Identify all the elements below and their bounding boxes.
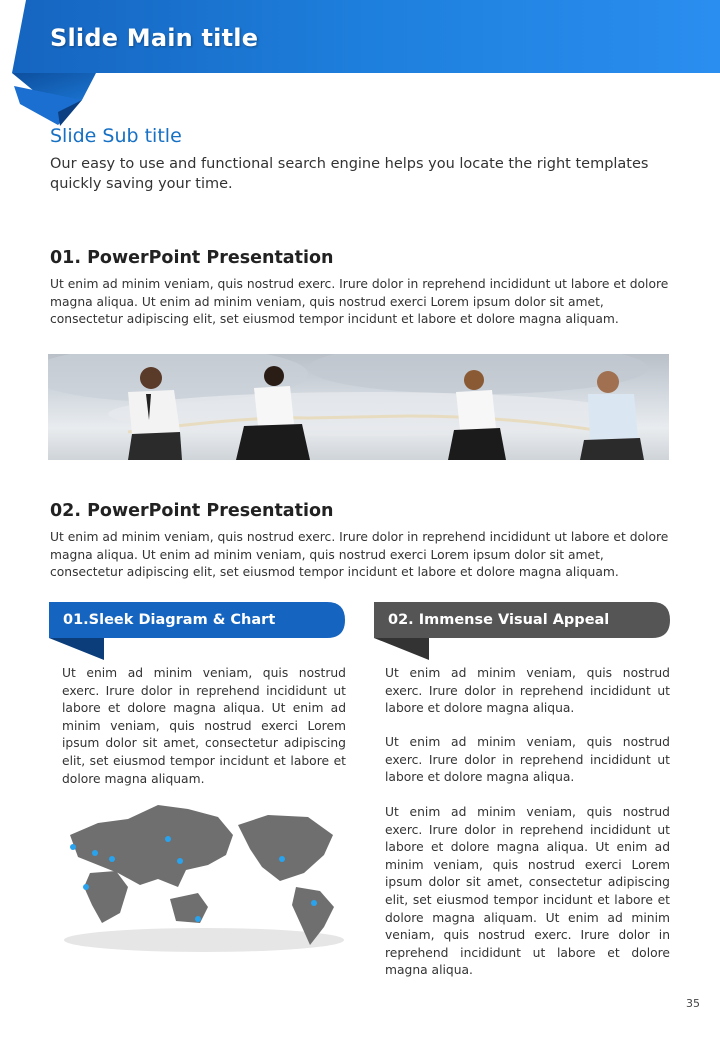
- right-column-paragraph-1: Ut enim ad minim veniam, quis nostrud exerc. Irure dolor in reprehend incididunt ut labore et dolore magna aliqua.: [385, 666, 670, 716]
- sub-title: Slide Sub title: [50, 125, 182, 147]
- right-column-paragraph-2: Ut enim ad minim veniam, quis nostrud exerc. Irure dolor in reprehend incididunt ut labore et dolore magna aliqua.: [385, 735, 670, 785]
- tug-of-war-photo: [48, 354, 669, 460]
- intro-text: Our easy to use and functional search engine helps you locate the right templates quickly saving your time.: [50, 156, 649, 192]
- section-1-body: Ut enim ad minim veniam, quis nostrud exerc. Irure dolor in reprehend incididunt ut labore et dolore magna aliqua. Ut enim ad minim veniam, quis nostrud exerci Lorem ipsum dolor sit amet, consectetur adipiscing elit, set eiusmod tempor incidunt et labore et dolore magna aliquam.: [50, 277, 669, 327]
- tab-label-left: 01.Sleek Diagram & Chart: [63, 612, 276, 628]
- page-title: Slide Main title: [50, 24, 259, 52]
- page-number: 35: [686, 997, 700, 1010]
- section-2-body: Ut enim ad minim veniam, quis nostrud exerc. Irure dolor in reprehend incididunt ut labore et dolore magna aliqua. Ut enim ad minim veniam, quis nostrud exerci Lorem ipsum dolor sit amet, consectetur adipiscing elit, set eiusmod tempor incidunt et labore et dolore magna aliquam.: [50, 530, 669, 580]
- tab-label-right: 02. Immense Visual Appeal: [388, 612, 610, 628]
- right-column-paragraph-3: Ut enim ad minim veniam, quis nostrud exerc. Irure dolor in reprehend incididunt ut labore et dolore magna aliqua. Ut enim ad minim veniam, quis nostrud exerci Lorem ipsum dolor sit amet, consectetur adipiscing elit, set eiusmod tempor incidunt et labore et dolore magna aliquam. Ut enim ad minim veniam, quis nostrud exerc. Irure dolor in reprehend incididunt ut labore et dolore magna aliqua.: [385, 805, 670, 978]
- tab-immense-visual: [374, 602, 670, 658]
- header-ribbon: [0, 0, 720, 135]
- tab-sleek-diagram: [49, 602, 345, 658]
- world-map: [58, 795, 350, 955]
- left-column-text: Ut enim ad minim veniam, quis nostrud exerc. Irure dolor in reprehend incididunt ut labore et dolore magna aliqua. Ut enim ad minim veniam, quis nostrud exerci Lorem ipsum dolor sit amet, consectetur adipiscing elit, set eiusmod tempor incidunt et labore et dolore magna aliquam.: [62, 666, 346, 786]
- section-1-title: 01. PowerPoint Presentation: [50, 248, 334, 268]
- section-2-title: 02. PowerPoint Presentation: [50, 501, 334, 521]
